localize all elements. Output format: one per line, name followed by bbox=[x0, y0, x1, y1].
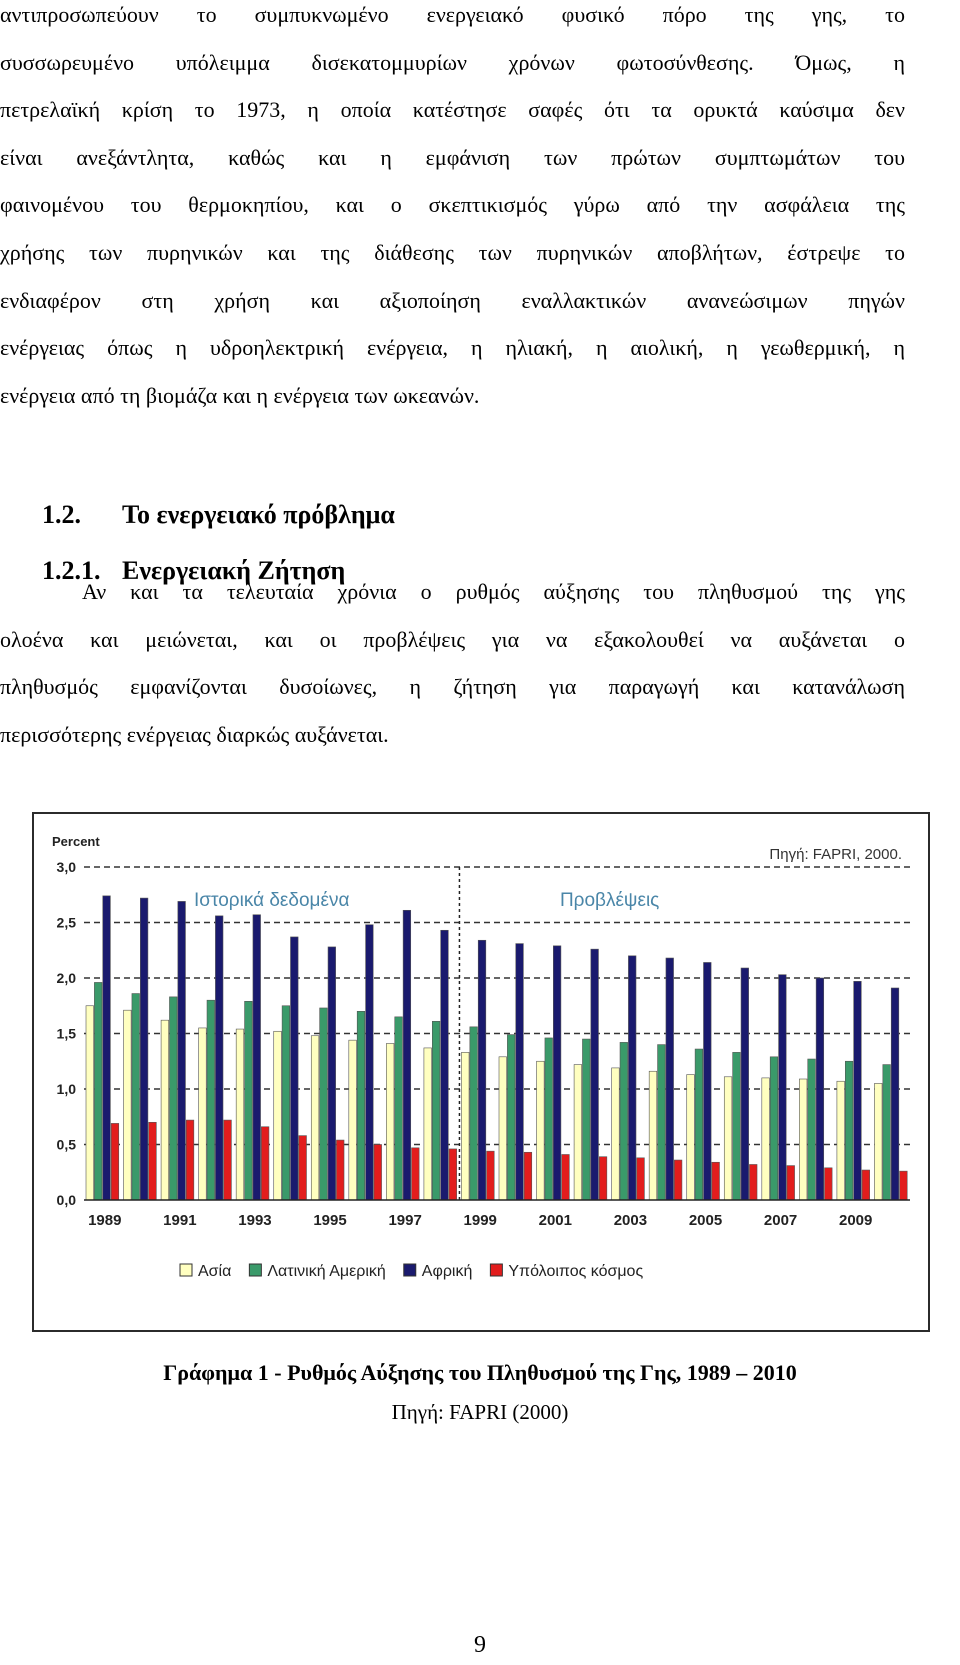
text-line: είναι ανεξάντλητα, καθώς και η εμφάνιση των πρώτων συμπτωμάτων του bbox=[0, 144, 905, 170]
bar bbox=[770, 1057, 778, 1200]
bar bbox=[649, 1071, 657, 1200]
x-tick-label: 1991 bbox=[163, 1212, 197, 1229]
bar bbox=[749, 1164, 757, 1200]
bar bbox=[149, 1122, 157, 1200]
text-line: ενδιαφέρον στη χρήση και αξιοποίηση εναλλακτικών ανανεώσιμων πηγών bbox=[0, 287, 905, 313]
bar bbox=[103, 896, 111, 1200]
bar bbox=[845, 1061, 853, 1200]
bar bbox=[432, 1021, 440, 1200]
bar bbox=[545, 1038, 553, 1200]
text-line: ολοένα και μειώνεται, και οι προβλέψεις για να εξακολουθεί να αυξάνεται ο bbox=[0, 626, 905, 652]
y-tick-label: 2,5 bbox=[56, 914, 76, 931]
text-line: περισσότερης ενέργειας διαρκώς αυξάνεται. bbox=[0, 721, 389, 747]
bar bbox=[186, 1120, 194, 1200]
bar bbox=[620, 1042, 628, 1200]
bar bbox=[253, 915, 261, 1200]
bar bbox=[299, 1136, 307, 1200]
bar bbox=[666, 958, 674, 1200]
subsection-number: 1.2.1. bbox=[42, 556, 101, 585]
legend-label: Αφρική bbox=[421, 1263, 473, 1280]
chart-source-note: Πηγή: FAPRI, 2000. bbox=[769, 846, 902, 863]
legend-label: Υπόλοιπος κόσμος bbox=[508, 1263, 644, 1280]
bar bbox=[553, 946, 561, 1200]
bar bbox=[658, 1045, 666, 1200]
bar bbox=[336, 1140, 344, 1200]
bar bbox=[357, 1011, 365, 1200]
bar bbox=[628, 956, 636, 1200]
legend-label: Λατινική Αμερική bbox=[267, 1263, 386, 1280]
text-line: πληθυσμός εμφανίζονται δυσοίωνες, η ζήτηση για παραγωγή και κατανάλωση bbox=[0, 674, 905, 700]
bar bbox=[779, 975, 787, 1200]
x-tick-label: 1997 bbox=[388, 1212, 422, 1229]
bar bbox=[245, 1001, 253, 1200]
bar bbox=[132, 994, 140, 1200]
legend-swatch bbox=[404, 1264, 416, 1276]
bar bbox=[374, 1145, 382, 1201]
bar bbox=[712, 1162, 720, 1200]
bar bbox=[395, 1017, 403, 1200]
y-tick-label: 1,5 bbox=[56, 1025, 76, 1042]
bar bbox=[799, 1079, 807, 1200]
legend-swatch bbox=[490, 1264, 502, 1276]
bar bbox=[291, 937, 299, 1200]
bar bbox=[386, 1043, 394, 1200]
text-line: αντιπροσωπεύουν το συμπυκνωμένο ενεργειακό φυσικό πόρο της γης, το bbox=[0, 2, 905, 27]
bar bbox=[507, 1035, 515, 1200]
bar bbox=[854, 981, 862, 1200]
bar bbox=[562, 1154, 570, 1200]
bar bbox=[816, 978, 824, 1200]
bar bbox=[637, 1158, 645, 1200]
bar bbox=[449, 1149, 457, 1200]
bar bbox=[161, 1020, 169, 1200]
bar bbox=[86, 1006, 94, 1200]
section-number: 1.2. bbox=[42, 500, 81, 529]
bar bbox=[441, 930, 449, 1200]
bar bbox=[236, 1029, 244, 1200]
text-line: συσσωρευμένο υπόλειμμα δισεκατομμυρίων χρόνων φωτοσύνθεσης. Όμως, η bbox=[0, 49, 905, 75]
bar bbox=[282, 1006, 290, 1200]
bar bbox=[674, 1160, 682, 1200]
bar bbox=[762, 1078, 770, 1200]
bar bbox=[224, 1120, 232, 1200]
bar bbox=[274, 1031, 282, 1200]
bar bbox=[94, 982, 102, 1200]
bar bbox=[808, 1059, 816, 1200]
y-tick-label: 0,0 bbox=[56, 1192, 76, 1208]
bar bbox=[207, 1000, 215, 1200]
page-number: 9 bbox=[474, 1632, 486, 1658]
bar bbox=[111, 1123, 119, 1200]
x-tick-label: 1993 bbox=[238, 1212, 272, 1229]
bar bbox=[574, 1065, 582, 1200]
x-tick-label: 1995 bbox=[313, 1212, 347, 1229]
bar bbox=[537, 1061, 545, 1200]
bar bbox=[215, 916, 223, 1200]
bar bbox=[412, 1148, 420, 1200]
bar bbox=[837, 1081, 845, 1200]
x-tick-label: 2005 bbox=[688, 1212, 723, 1229]
intro-paragraph bbox=[0, 0, 905, 428]
y-tick-label: 2,0 bbox=[56, 970, 76, 986]
text-line: χρήσης των πυρηνικών και της διάθεσης των πυρηνικών αποβλήτων, έστρεψε το bbox=[0, 239, 905, 265]
bar bbox=[470, 1027, 478, 1200]
x-tick-label: 1999 bbox=[463, 1212, 497, 1229]
x-tick-label: 2009 bbox=[838, 1212, 873, 1229]
x-tick-label: 2007 bbox=[763, 1212, 798, 1229]
figure-caption-source: Πηγή: FAPRI (2000) bbox=[391, 1400, 569, 1424]
bar bbox=[424, 1048, 432, 1200]
x-tick-label: 2001 bbox=[538, 1212, 573, 1229]
y-axis-label: Percent bbox=[52, 834, 100, 849]
y-tick-label: 3,0 bbox=[56, 859, 76, 875]
bar bbox=[862, 1170, 870, 1200]
y-tick-label: 0,5 bbox=[56, 1136, 76, 1153]
bar bbox=[261, 1127, 269, 1200]
legend-label: Ασία bbox=[198, 1263, 232, 1280]
bar bbox=[366, 925, 374, 1200]
bar bbox=[328, 947, 336, 1200]
bar bbox=[478, 940, 486, 1200]
bar bbox=[320, 1008, 328, 1200]
y-tick-label: 1,0 bbox=[56, 1081, 76, 1097]
section-title: Το ενεργειακό πρόβλημα bbox=[122, 500, 395, 529]
text-line: φαινομένου του θερμοκηπίου, και ο σκεπτικισμός γύρω από την ασφάλεια της bbox=[0, 192, 905, 218]
bar bbox=[524, 1152, 532, 1200]
bar bbox=[825, 1168, 833, 1200]
region-label-forecast: Προβλέψεις bbox=[559, 890, 660, 911]
section-heading bbox=[42, 500, 395, 530]
legend-swatch bbox=[249, 1264, 261, 1276]
region-label-historical: Ιστορικά δεδομένα bbox=[193, 890, 350, 911]
legend-swatch bbox=[180, 1264, 192, 1276]
text-line: ενέργειας όπως η υδροηλεκτρική ενέργεια, η ηλιακή, η αιολική, η γεωθερμική, η bbox=[0, 335, 905, 361]
bar bbox=[591, 949, 599, 1200]
bar bbox=[499, 1057, 507, 1200]
bar bbox=[883, 1065, 891, 1200]
bar bbox=[582, 1039, 590, 1200]
bar bbox=[704, 962, 712, 1200]
bar bbox=[891, 988, 899, 1200]
bar bbox=[169, 997, 177, 1200]
bar bbox=[687, 1075, 695, 1200]
bar bbox=[461, 1052, 469, 1200]
bar bbox=[741, 968, 749, 1200]
text-line: πετρελαϊκή κρίση το 1973, η οποία κατέστησε σαφές ότι τα ορυκτά καύσιμα δεν bbox=[0, 97, 905, 123]
bar bbox=[695, 1049, 703, 1200]
text-line: Αν και τα τελευταία χρόνια ο ρυθμός αύξησης του πληθυσμού της γης bbox=[82, 579, 905, 604]
bar bbox=[900, 1171, 908, 1200]
figure-caption-title: Γράφημα 1 - Ρυθμός Αύξησης του Πληθυσμού της Γης, 1989 – 2010 bbox=[163, 1360, 797, 1385]
x-tick-label: 2003 bbox=[613, 1212, 648, 1229]
bar bbox=[516, 944, 524, 1200]
chart-frame bbox=[32, 812, 930, 1332]
bar bbox=[599, 1157, 607, 1200]
bar bbox=[311, 1036, 319, 1200]
x-tick-label: 1989 bbox=[88, 1212, 122, 1229]
bar bbox=[612, 1068, 620, 1200]
subsection-title: Ενεργειακή Ζήτηση bbox=[122, 556, 346, 585]
population-growth-chart bbox=[34, 814, 928, 1330]
bar bbox=[787, 1166, 795, 1200]
bar bbox=[124, 1010, 132, 1200]
bar bbox=[349, 1040, 357, 1200]
bar bbox=[199, 1028, 207, 1200]
text-line: ενέργεια από τη βιομάζα και η ενέργεια των ωκεανών. bbox=[0, 382, 480, 408]
bar bbox=[733, 1052, 741, 1200]
bar bbox=[724, 1077, 732, 1200]
body-paragraph bbox=[0, 577, 905, 767]
bar bbox=[487, 1151, 495, 1200]
bar bbox=[178, 901, 186, 1200]
bar bbox=[874, 1083, 882, 1200]
bar bbox=[140, 898, 148, 1200]
bar bbox=[403, 910, 411, 1200]
